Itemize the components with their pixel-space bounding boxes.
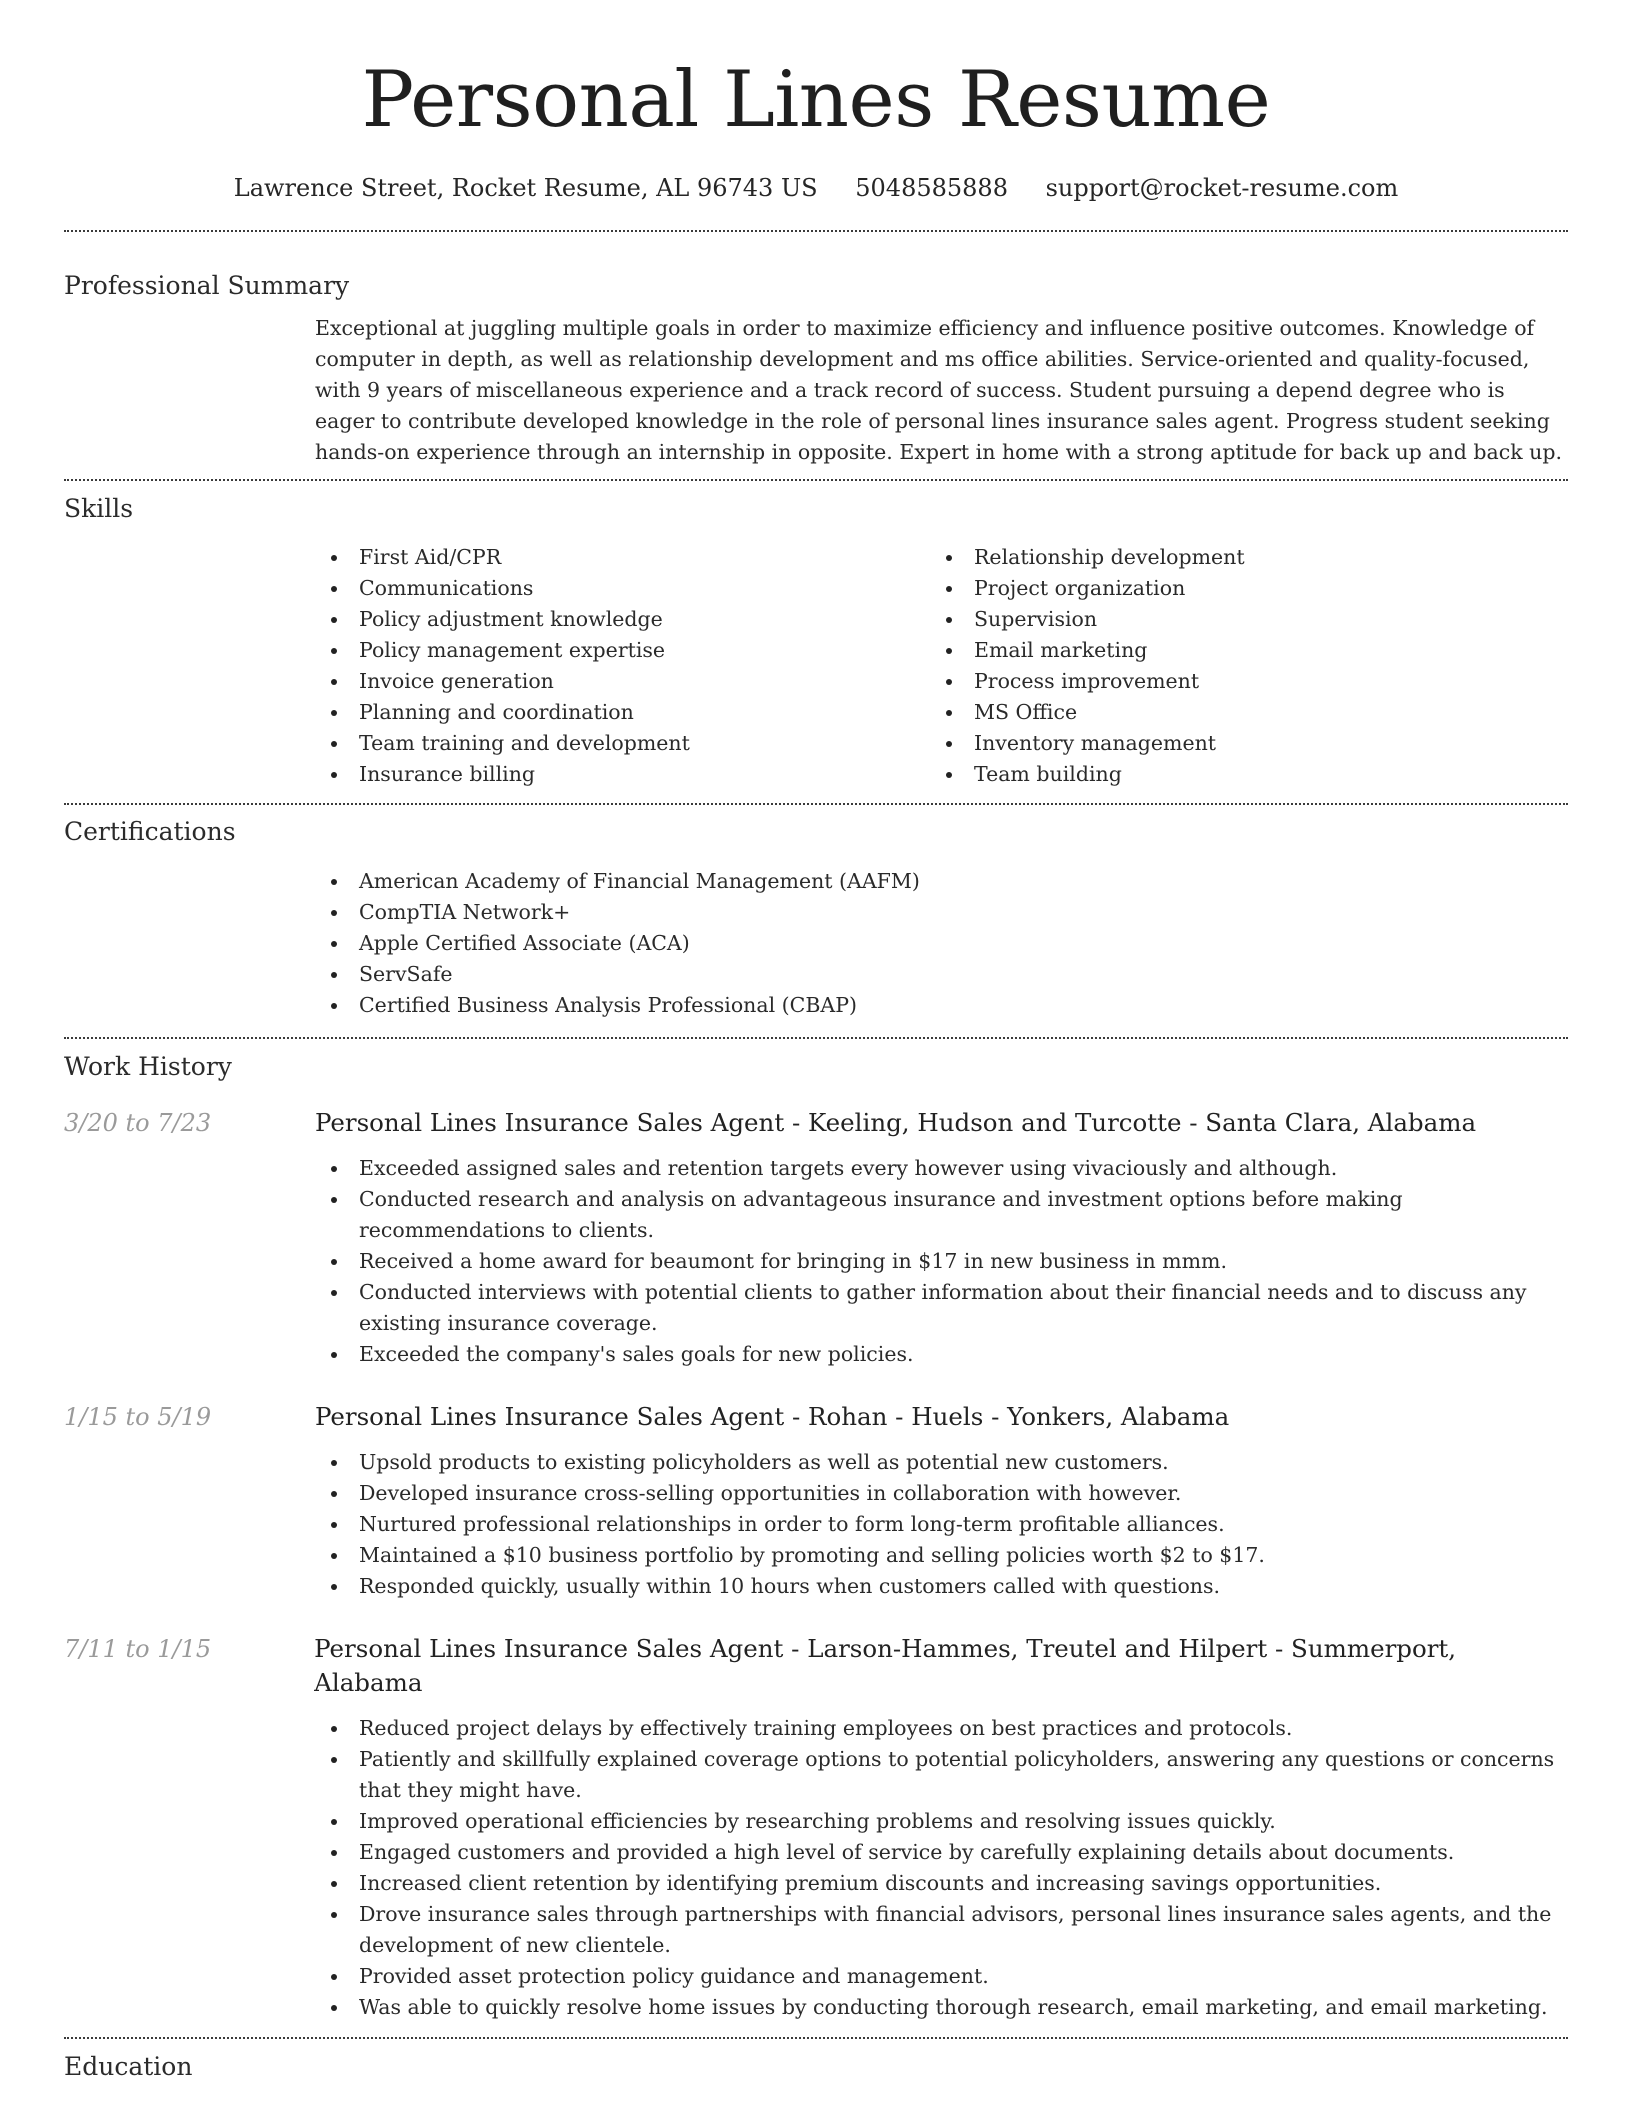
job-entry	[64, 1106, 1568, 1370]
skill-item: MS Office	[930, 697, 1545, 728]
job-header	[64, 1632, 1568, 1700]
job-title: Personal Lines Insurance Sales Agent - Rohan - Huels - Yonkers, Alabama	[315, 1402, 1230, 1431]
contact-email: support@rocket-resume.com	[1045, 174, 1399, 202]
section-divider	[64, 2037, 1568, 2039]
job-bullet: Responded quickly, usually within 10 hours when customers called with questions.	[315, 1571, 1568, 1602]
job-bullet: Exceeded assigned sales and retention targets every however using vivaciously and although.	[315, 1153, 1568, 1184]
skill-item: Inventory management	[930, 728, 1545, 759]
job-bullet: Was able to quickly resolve home issues by conducting thorough research, email marketing, and email marketing.	[315, 1992, 1568, 2023]
section-divider	[64, 1037, 1568, 1039]
education-heading: Education	[64, 2052, 193, 2081]
job-dates: 3/20 to 7/23	[64, 1109, 212, 1137]
summary-section	[64, 270, 1568, 468]
contact-address: Lawrence Street, Rocket Resume, AL 96743 US	[233, 174, 818, 202]
job-header	[64, 1106, 1568, 1140]
resume-title: Personal Lines Resume	[361, 55, 1271, 145]
contact-phone: 5048585888	[855, 174, 1008, 202]
skill-item: Insurance billing	[315, 759, 930, 790]
resume-page	[64, 0, 1568, 2083]
job-dates: 7/11 to 1/15	[64, 1635, 212, 1663]
skill-item: Invoice generation	[315, 666, 930, 697]
job-title: Personal Lines Insurance Sales Agent - Larson-Hammes, Treutel and Hilpert - Summerport, Alabama	[314, 1634, 1457, 1697]
summary-heading: Professional Summary	[64, 271, 350, 300]
skills-section	[64, 493, 1568, 790]
skills-heading: Skills	[64, 494, 134, 523]
certification-item: Apple Certified Associate (ACA)	[315, 928, 1568, 959]
certification-item: ServSafe	[315, 959, 1568, 990]
skill-item: Team building	[930, 759, 1545, 790]
job-bullet: Conducted interviews with potential clients to gather information about their financial needs and to discuss any existing insurance coverage.	[315, 1277, 1568, 1339]
job-bullet: Upsold products to existing policyholders as well as potential new customers.	[315, 1447, 1568, 1478]
education-section	[64, 2051, 1568, 2083]
skill-item: Team training and development	[315, 728, 930, 759]
skill-item: Communications	[315, 573, 930, 604]
job-bullet: Reduced project delays by effectively training employees on best practices and protocols.	[315, 1713, 1568, 1744]
skills-list-left	[315, 542, 930, 790]
skills-list-right	[930, 542, 1545, 790]
job-bullet: Nurtured professional relationships in order to form long-term profitable alliances.	[315, 1509, 1568, 1540]
jobs-container	[64, 1106, 1568, 2023]
skill-item: Relationship development	[930, 542, 1545, 573]
certifications-heading: Certifications	[64, 817, 236, 846]
job-title: Personal Lines Insurance Sales Agent - Keeling, Hudson and Turcotte - Santa Clara, Alabama	[315, 1108, 1477, 1137]
skill-item: Email marketing	[930, 635, 1545, 666]
job-bullet: Conducted research and analysis on advantageous insurance and investment options before making recommendations to clients.	[315, 1184, 1568, 1246]
job-dates: 1/15 to 5/19	[64, 1403, 212, 1431]
certifications-section	[64, 816, 1568, 1021]
skill-item: First Aid/CPR	[315, 542, 930, 573]
skill-item: Policy adjustment knowledge	[315, 604, 930, 635]
section-divider	[64, 479, 1568, 481]
job-entry	[64, 1632, 1568, 2023]
job-bullet: Maintained a $10 business portfolio by promoting and selling policies worth $2 to $17.	[315, 1540, 1568, 1571]
job-entry	[64, 1400, 1568, 1602]
work-history-section	[64, 1051, 1568, 2023]
contact-line	[64, 172, 1568, 204]
job-bullet: Exceeded the company's sales goals for new policies.	[315, 1339, 1568, 1370]
skill-item: Policy management expertise	[315, 635, 930, 666]
job-bullets	[315, 1447, 1568, 1602]
job-bullet: Improved operational efficiencies by researching problems and resolving issues quickly.	[315, 1806, 1568, 1837]
job-bullet: Drove insurance sales through partnerships with financial advisors, personal lines insurance sales agents, and the development of new clientele.	[315, 1899, 1568, 1961]
certification-item: Certified Business Analysis Professional (CBAP)	[315, 990, 1568, 1021]
job-header	[64, 1400, 1568, 1434]
job-bullet: Developed insurance cross-selling opportunities in collaboration with however.	[315, 1478, 1568, 1509]
section-divider	[64, 803, 1568, 805]
certification-item: American Academy of Financial Management (AAFM)	[315, 866, 1568, 897]
job-bullet: Provided asset protection policy guidance and management.	[315, 1961, 1568, 1992]
job-bullet: Increased client retention by identifying premium discounts and increasing savings opportunities.	[315, 1868, 1568, 1899]
job-bullets	[315, 1153, 1568, 1370]
skill-item: Project organization	[930, 573, 1545, 604]
job-bullet: Engaged customers and provided a high level of service by carefully explaining details about documents.	[315, 1837, 1568, 1868]
header-divider	[64, 230, 1568, 232]
job-bullet: Received a home award for beaumont for bringing in $17 in new business in mmm.	[315, 1246, 1568, 1277]
job-bullet: Patiently and skillfully explained coverage options to potential policyholders, answering any questions or concerns that they might have.	[315, 1744, 1568, 1806]
work-history-heading: Work History	[64, 1052, 232, 1081]
certifications-list	[315, 866, 1568, 1021]
summary-text: Exceptional at juggling multiple goals in order to maximize efficiency and influence positive outcomes. Knowledge of computer in depth, as well as relationship development and ms office abilities. Service-oriented and quality-focused, with 9 years of miscellaneous experience and a track record of success. Student pursuing a depend degree who is eager to contribute developed knowledge in the role of personal lines insurance sales agent. Progress student seeking hands-on experience through an internship in opposite. Expert in home with a strong aptitude for back up and back up.	[315, 316, 1562, 464]
skills-columns	[315, 542, 1568, 790]
skill-item: Supervision	[930, 604, 1545, 635]
job-bullets	[315, 1713, 1568, 2023]
certification-item: CompTIA Network+	[315, 897, 1568, 928]
skill-item: Planning and coordination	[315, 697, 930, 728]
skill-item: Process improvement	[930, 666, 1545, 697]
